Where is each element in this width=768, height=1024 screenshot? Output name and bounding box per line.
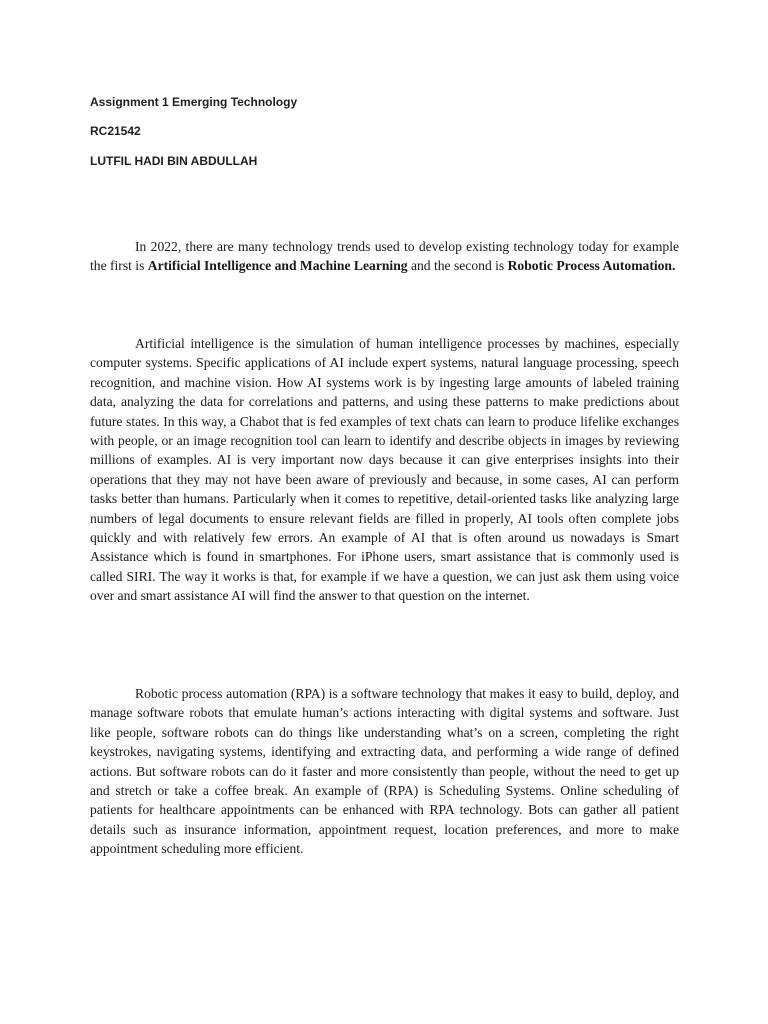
intro-text-2: and the second is: [407, 258, 508, 274]
intro-bold-rpa: Robotic Process Automation.: [507, 258, 676, 274]
student-id: RC21542: [90, 124, 141, 138]
ai-paragraph: Artificial intelligence is the simulation of human intelligence processes by machines, especially computer systems. Specific applications of AI include expert systems, natural language processing, speech recognition, and machine vision. How AI systems work is by ingesting large amounts of labeled training data, analyzing the data for correlations and patterns, and using these patterns to make predictions about future states. In this way, a Chabot that is fed examples of text chats can learn to produce lifelike exchanges with people, or an image recognition tool can learn to identify and describe objects in images by reviewing millions of examples. AI is very important now days because it can give enterprises insights into their operations that they may not have been aware of previously and because, in some cases, AI can perform tasks better than humans. Particularly when it comes to repetitive, detail-oriented tasks like analyzing large numbers of legal documents to ensure relevant fields are filled in properly, AI tools often complete jobs quickly and with relatively few errors. An example of AI that is often around us nowadays is Smart Assistance which is found in smartphones. For iPhone users, smart assistance that is commonly used is called SIRI. The way it works is that, for example if we have a question, we can just ask them using voice over and smart assistance AI will find the answer to that question on the internet.: [90, 336, 679, 604]
intro-paragraph: [90, 237, 679, 276]
student-name: LUTFIL HADI BIN ABDULLAH: [90, 154, 258, 168]
intro-bold-ai-ml: Artificial Intelligence and Machine Learning: [147, 258, 408, 274]
intro-text-1: In 2022, there are many technology trends used to develop existing technology today for example the first is: [90, 239, 679, 274]
rpa-paragraph: Robotic process automation (RPA) is a software technology that makes it easy to build, deploy, and manage software robots that emulate human’s actions interacting with digital systems and software. Just like people, software robots can do things like understanding what’s on a screen, completing the right keystrokes, navigating systems, identifying and extracting data, and performing a wide range of defined actions. But software robots can do it faster and more consistently than people, without the need to get up and stretch or take a coffee break. An example of (RPA) is Scheduling Systems. Online scheduling of patients for healthcare appointments can be enhanced with RPA technology. Bots can gather all patient details such as insurance information, appointment request, location preferences, and more to make appointment scheduling more efficient.: [90, 686, 679, 857]
assignment-title: Assignment 1 Emerging Technology: [90, 95, 298, 109]
